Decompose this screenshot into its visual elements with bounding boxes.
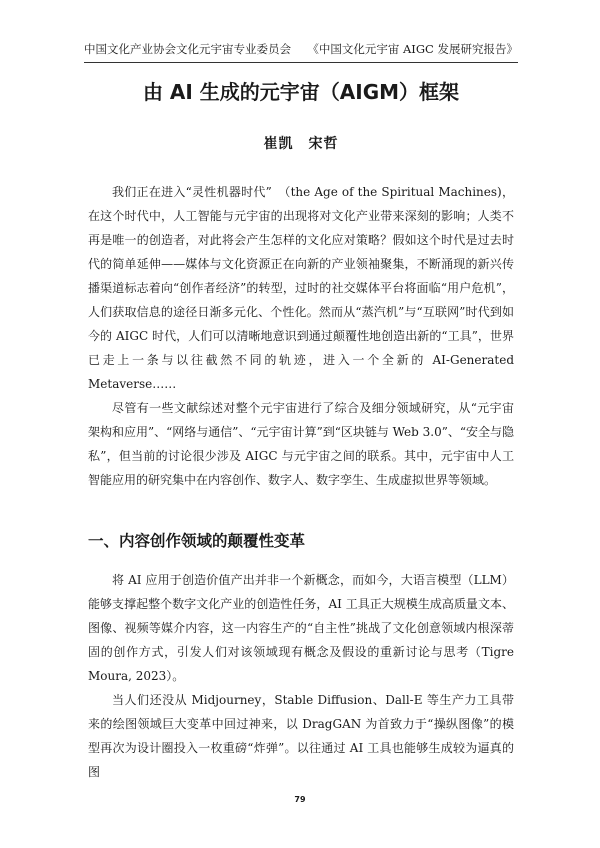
header-right: 《中国文化元宇宙 AIGC 发展研究报告》 <box>307 42 518 56</box>
paragraph: 将 AI 应用于创造价值产出并非一个新概念，而如今，大语言模型（LLM）能够支撑起整个数字文化产业的创造性任务，AI 工具正大规模生成高质量文本、图像、视频等媒介内容，这一内容生产的“自主性”挑战了文化创意领域内根深蒂固的创作方式，引发人们对该领域现有概念及假设的重新讨论与思考（Tigre Moura, 2023）。 <box>88 573 514 683</box>
article-authors: 崔凯 宋哲 <box>263 136 339 152</box>
page-number: 79 <box>294 795 306 804</box>
section-heading: 一、内容创作领域的颠覆性变革 <box>88 532 306 550</box>
paragraph: 我们正在进入“灵性机器时代” （the Age of the Spiritual Machines)，在这个时代中，人工智能与元宇宙的出现将对文化产业带来深刻的影响；人类不再是唯一的创造者，对此将会产生怎样的文化应对策略？假如这个时代是过去时代的简单延伸——媒体与文化资源正在向新的产业领袖聚集，不断涌现的新兴传播渠道标志着向“创作者经济”的转型，过时的社交媒体平台将面临“用户危机”，人们获取信息的途径日渐多元化、个性化。然而从“蒸汽机”与“互联网”时代到如今的 AIGC 时代，人们可以清晰地意识到通过颠覆性地创造出新的“工具”，世界已走上一条与以往截然不同的轨迹，进入一个全新的 AI-Generated Metaverse…… <box>88 185 514 391</box>
header-rule <box>84 62 518 63</box>
article-title: 由 AI 生成的元宇宙（AIGM）框架 <box>142 80 460 104</box>
intro-body <box>88 180 514 492</box>
paragraph: 当人们还没从 Midjourney，Stable Diffusion、Dall-E 等生产力工具带来的绘图领域巨大变革中回过神来，以 DragGAN 为首致力于“操纵图像”的模型再次为设计圈投入一枚重磅“炸弹”。以往通过 AI 工具也能够生成较为逼真的图 <box>88 693 514 779</box>
section1-body <box>88 568 514 784</box>
header-left: 中国文化产业协会文化元宇宙专业委员会 <box>84 42 291 56</box>
running-header <box>84 42 518 56</box>
paragraph: 尽管有一些文献综述对整个元宇宙进行了综合及细分领域研究，从“元宇宙架构和应用”、“网络与通信”、“元宇宙计算”到“区块链与 Web 3.0”、“安全与隐私”，但当前的讨论很少涉及 AIGC 与元宇宙之间的联系。其中，元宇宙中人工智能应用的研究集中在内容创作、数字人、数字孪生、生成虚拟世界等领域。 <box>88 401 514 487</box>
